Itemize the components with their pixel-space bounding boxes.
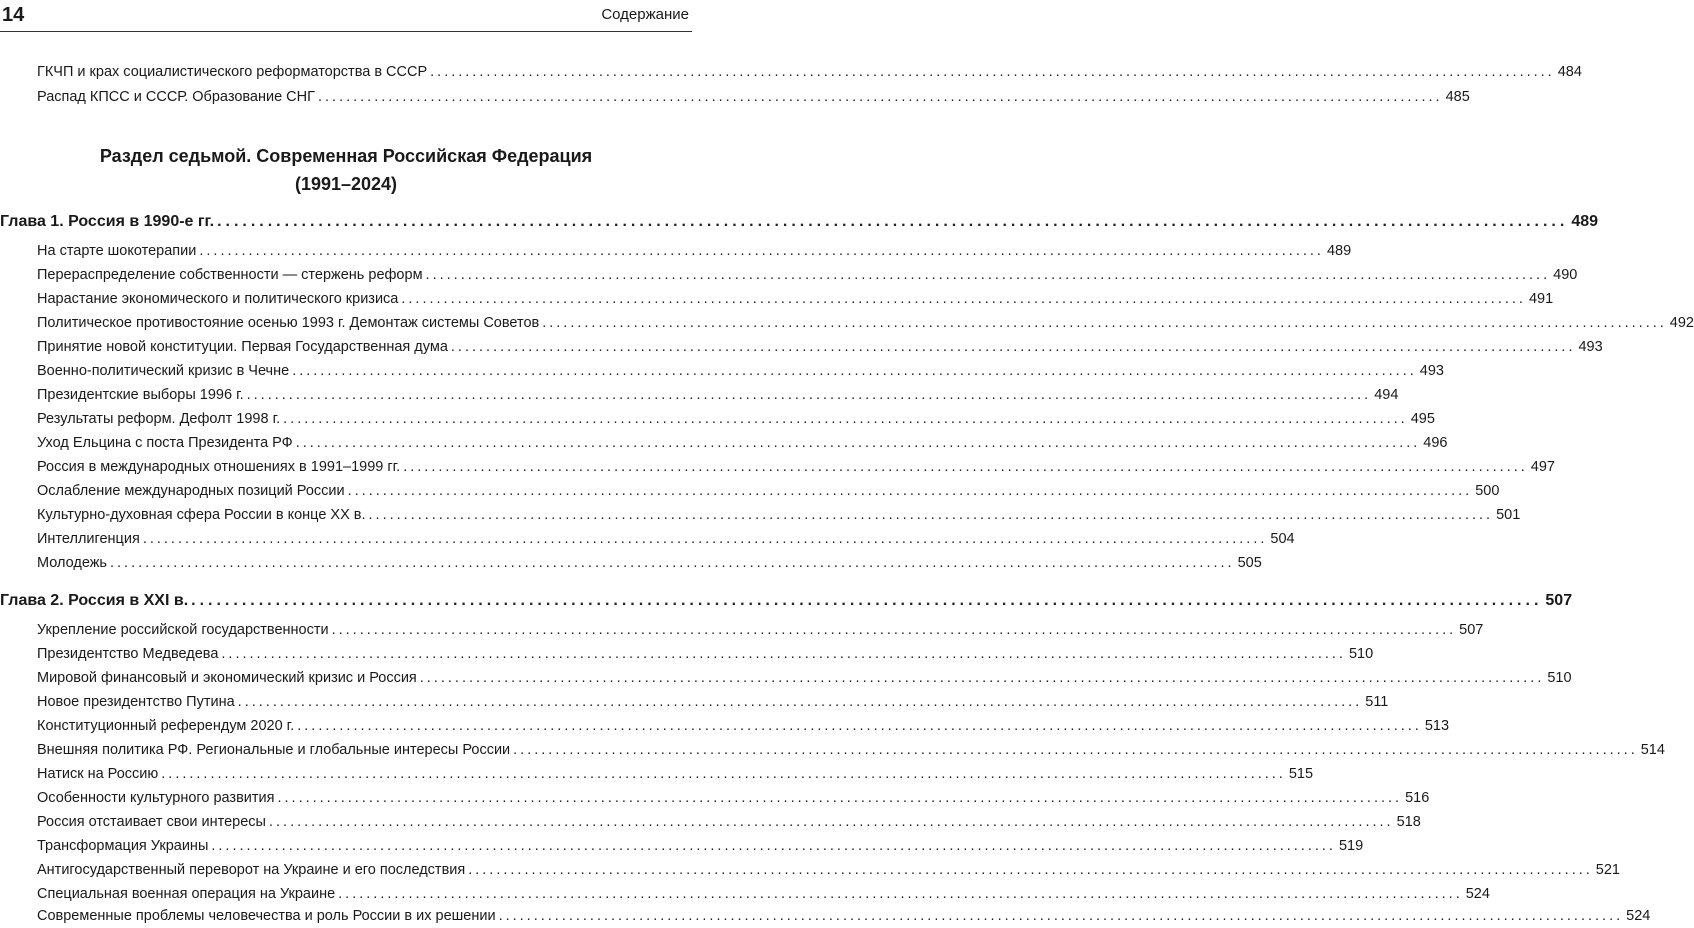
toc-entry[interactable] xyxy=(37,619,1484,642)
header-divider xyxy=(0,31,692,32)
toc-entry[interactable] xyxy=(37,859,1620,882)
toc-entry-page: 500 xyxy=(1475,483,1500,499)
dot-leader: ................................................................................................................................................................ xyxy=(347,483,1473,499)
toc-entry-title: ГКЧП и крах социалистического реформаторства в СССР xyxy=(37,64,428,80)
toc-entry-title: Молодежь xyxy=(37,555,107,571)
toc-entry[interactable] xyxy=(37,715,1450,738)
toc-entry[interactable] xyxy=(37,384,1399,407)
toc-entry-title: Натиск на Россию xyxy=(37,766,159,782)
toc-entry-page: 490 xyxy=(1553,267,1578,283)
toc-entry-title: Культурно-духовная сфера России в конце XX в. xyxy=(37,507,366,523)
toc-entry-page: 524 xyxy=(1465,886,1490,902)
toc-entry-title: Нарастание экономического и политического кризиса xyxy=(37,291,399,307)
toc-entry[interactable] xyxy=(37,288,1554,311)
toc-entry-page: 497 xyxy=(1530,459,1555,475)
toc-entry-title: Политическое противостояние осенью 1993 г. Демонтаж системы Советов xyxy=(37,315,540,331)
dot-leader: ................................................................................................................................................................ xyxy=(430,64,1555,80)
dot-leader: ................................................................................................................................................................ xyxy=(425,267,1551,283)
toc-entry[interactable] xyxy=(37,667,1572,690)
dot-leader: ................................................................................................................................................................ xyxy=(468,862,1593,878)
toc-entry-title: На старте шокотерапии xyxy=(37,243,197,259)
toc-entry[interactable] xyxy=(37,264,1578,287)
toc-entry-page: 524 xyxy=(1626,908,1651,924)
toc-entry-title: Современные проблемы человечества и роль России в их решении xyxy=(37,908,496,924)
toc-entry-page: 493 xyxy=(1578,339,1603,355)
toc-entry[interactable] xyxy=(37,739,1665,762)
toc-entry[interactable] xyxy=(37,883,1490,906)
toc-entry-page: 485 xyxy=(1445,89,1470,105)
toc-entry-page: 492 xyxy=(1669,315,1694,331)
chapter-page: 489 xyxy=(1571,213,1599,230)
toc-entry[interactable] xyxy=(37,336,1603,359)
toc-entry-page: 511 xyxy=(1365,694,1389,710)
toc-entry-title: Ослабление международных позиций России xyxy=(37,483,345,499)
dot-leader: ................................................................................................................................................................ xyxy=(277,790,1403,806)
dot-leader: ................................................................................................................................................................ xyxy=(295,435,1421,451)
toc-entry-title: Мировой финансовый и экономический кризис и Россия xyxy=(37,670,417,686)
chapter-title: Глава 2. Россия в XXI в. xyxy=(0,592,189,609)
dot-leader: ................................................................................................................................................................ xyxy=(297,718,1422,734)
dot-leader: ................................................................................................................................................................ xyxy=(419,670,1545,686)
toc-entry[interactable] xyxy=(37,408,1435,431)
toc-entry-page: 507 xyxy=(1459,622,1484,638)
part-years: (1991–2024) xyxy=(294,174,398,194)
page-number: 14 xyxy=(2,4,25,26)
dot-leader: ................................................................................................................................................................ xyxy=(217,213,1569,230)
toc-entry[interactable] xyxy=(37,240,1352,263)
toc-entry-title: Особенности культурного развития xyxy=(37,790,275,806)
dot-leader: ................................................................................................................................................................ xyxy=(268,814,1394,830)
part-title: Раздел седьмой. Современная Российская Федерация xyxy=(99,146,593,166)
dot-leader: ................................................................................................................................................................ xyxy=(401,291,1526,307)
toc-entry-title: Россия отстаивает свои интересы xyxy=(37,814,266,830)
dot-leader: ................................................................................................................................................................ xyxy=(246,387,1372,403)
toc-entry-page: 494 xyxy=(1374,387,1399,403)
toc-entry-page: 504 xyxy=(1270,531,1295,547)
toc-entry[interactable] xyxy=(37,86,1470,109)
toc-entry-title: Принятие новой конституции. Первая Государственная дума xyxy=(37,339,448,355)
toc-entry-page: 518 xyxy=(1396,814,1421,830)
running-title: Содержание xyxy=(601,6,689,23)
toc-entry-title: Военно-политический кризис в Чечне xyxy=(37,363,290,379)
toc-entry-title: Новое президентство Путина xyxy=(37,694,235,710)
toc-entry[interactable] xyxy=(37,504,1521,527)
toc-entry-page: 496 xyxy=(1423,435,1448,451)
dot-leader: ................................................................................................................................................................ xyxy=(211,838,1336,854)
toc-entry-page: 510 xyxy=(1547,670,1572,686)
toc-entry-page: 515 xyxy=(1288,766,1314,782)
toc-entry[interactable] xyxy=(37,763,1314,786)
dot-leader: ................................................................................................................................................................ xyxy=(368,507,1494,523)
chapter-title: Глава 1. Россия в 1990-е гг. xyxy=(0,213,215,230)
dot-leader: ................................................................................................................................................................ xyxy=(450,339,1576,355)
toc-entry[interactable] xyxy=(37,643,1374,666)
toc-entry[interactable] xyxy=(37,528,1295,551)
toc-entry-title: Распад КПСС и СССР. Образование СНГ xyxy=(37,89,315,105)
toc-entry-page: 484 xyxy=(1557,64,1582,80)
toc-entry-page: 491 xyxy=(1528,291,1554,307)
toc-entry[interactable] xyxy=(37,312,1694,335)
dot-leader: ................................................................................................................................................................ xyxy=(498,908,1624,924)
dot-leader: ................................................................................................................................................................ xyxy=(292,363,1417,379)
toc-entry[interactable] xyxy=(37,480,1500,503)
toc-entry-title: Специальная военная операция на Украине xyxy=(37,886,336,902)
toc-entry[interactable] xyxy=(37,360,1444,383)
running-header xyxy=(0,0,692,34)
toc-entry-title: Уход Ельцина с поста Президента РФ xyxy=(37,435,293,451)
dot-leader: ................................................................................................................................................................ xyxy=(237,694,1363,710)
toc-entry-title: Внешняя политика РФ. Региональные и глобальные интересы России xyxy=(37,742,511,758)
toc-entry-title: Результаты реформ. Дефолт 1998 г. xyxy=(37,411,281,427)
toc-entry[interactable] xyxy=(37,811,1421,834)
toc-entry-title: Россия в международных отношениях в 1991–1999 гг. xyxy=(37,459,401,475)
toc-entry-title: Президентство Медведева xyxy=(37,646,219,662)
toc-entry-page: 521 xyxy=(1595,862,1620,878)
toc-entry[interactable] xyxy=(37,456,1555,479)
dot-leader: ................................................................................................................................................................ xyxy=(542,315,1667,331)
dot-leader: ................................................................................................................................................................ xyxy=(317,89,1443,105)
toc-entry-title: Трансформация Украины xyxy=(37,838,209,854)
toc-entry[interactable] xyxy=(37,835,1364,858)
toc-entry-page: 489 xyxy=(1326,243,1352,259)
toc-entry-title: Конституционный референдум 2020 г. xyxy=(37,718,295,734)
dot-leader: ................................................................................................................................................................ xyxy=(161,766,1286,782)
toc-entry-title: Укрепление российской государственности xyxy=(37,622,329,638)
toc-entry[interactable] xyxy=(37,432,1448,455)
dot-leader: ................................................................................................................................................................ xyxy=(199,243,1324,259)
dot-leader: ................................................................................................................................................................ xyxy=(513,742,1638,758)
toc-entry-page: 516 xyxy=(1405,790,1430,806)
toc-entry-title: Президентские выборы 1996 г. xyxy=(37,387,244,403)
toc-entry[interactable] xyxy=(37,61,1582,84)
toc-entry-page: 495 xyxy=(1410,411,1435,427)
dot-leader: ................................................................................................................................................................ xyxy=(109,555,1235,571)
chapter-page: 507 xyxy=(1545,592,1573,609)
dot-leader: ................................................................................................................................................................ xyxy=(403,459,1528,475)
toc-entry-title: Перераспределение собственности — стержень реформ xyxy=(37,267,423,283)
toc-entry[interactable] xyxy=(37,905,1651,928)
toc-entry[interactable] xyxy=(37,552,1262,575)
dot-leader: ................................................................................................................................................................ xyxy=(142,531,1268,547)
toc-entry-title: Интеллигенция xyxy=(37,531,140,547)
toc-entry-page: 514 xyxy=(1640,742,1665,758)
toc-entry-page: 510 xyxy=(1348,646,1374,662)
dot-leader: ................................................................................................................................................................ xyxy=(221,646,1346,662)
toc-entry[interactable] xyxy=(37,691,1389,714)
chapter-heading[interactable] xyxy=(0,210,1599,233)
dot-leader: ................................................................................................................................................................ xyxy=(338,886,1463,902)
toc-entry[interactable] xyxy=(37,787,1430,810)
dot-leader: ................................................................................................................................................................ xyxy=(191,592,1543,609)
toc-entry-page: 513 xyxy=(1424,718,1450,734)
toc-entry-page: 519 xyxy=(1338,838,1364,854)
toc-entry-title: Антигосударственный переворот на Украине и его последствия xyxy=(37,862,466,878)
toc-entry-page: 493 xyxy=(1419,363,1444,379)
chapter-heading[interactable] xyxy=(0,589,1573,612)
toc-entry-page: 501 xyxy=(1496,507,1521,523)
toc-entry-page: 505 xyxy=(1237,555,1262,571)
dot-leader: ................................................................................................................................................................ xyxy=(283,411,1408,427)
dot-leader: ................................................................................................................................................................ xyxy=(331,622,1457,638)
